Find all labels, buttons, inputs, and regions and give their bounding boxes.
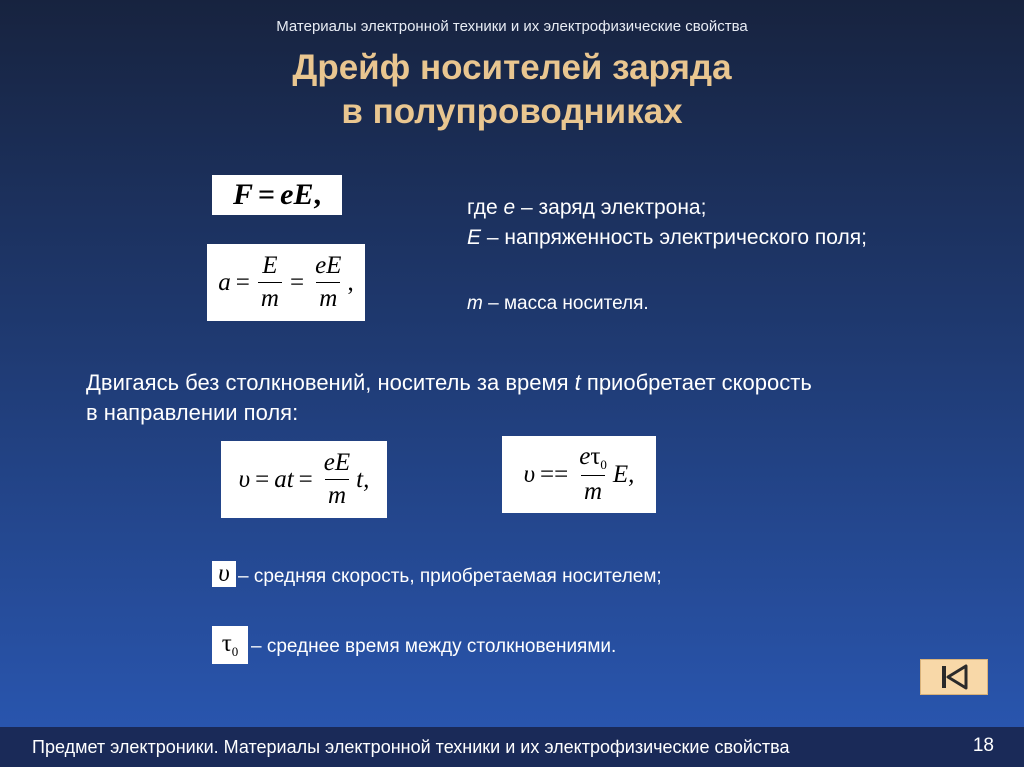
paragraph-part-2: приобретает скорость: [580, 370, 812, 395]
tau-char: τ: [221, 630, 232, 657]
vel2-frac: [576, 443, 610, 506]
velocity-formula-2: [502, 436, 656, 513]
legend-line-2: [467, 223, 867, 253]
paragraph-part-1: Двигаясь без столкновений, носитель за время: [86, 370, 575, 395]
vel1-mid: at: [274, 465, 294, 493]
motion-paragraph: [86, 368, 812, 428]
legend-m-desc: – масса носителя.: [482, 293, 649, 314]
legend-line-3: [467, 289, 649, 319]
tau-symbol: [222, 630, 239, 660]
vel2-eq: ==: [540, 460, 569, 488]
vel1-frac-den: m: [325, 479, 349, 510]
accel-eq2: =: [289, 268, 305, 296]
legend-E-desc: – напряженность электрического поля;: [481, 226, 867, 249]
tau-definition: – среднее время между столкновениями.: [251, 636, 617, 657]
vel2-lhs: υ: [523, 460, 536, 488]
course-subtitle: Материалы электронной техники и их электрофизические свойства: [276, 18, 748, 35]
legend-sym-m: m: [467, 293, 483, 314]
accel-lhs: a: [218, 268, 231, 296]
slide-title: [0, 46, 1024, 134]
force-lhs: F: [233, 178, 254, 211]
first-slide-button[interactable]: [920, 659, 988, 695]
accel-tail: ,: [347, 268, 354, 296]
accel-frac-1: [258, 252, 282, 313]
v-symbol: υ: [218, 560, 230, 587]
accel-frac2-num: eE: [315, 252, 342, 279]
velocity-formula-1: [221, 441, 387, 518]
vel1-lhs: υ: [238, 465, 251, 493]
paragraph-line-2: в направлении поля:: [86, 400, 299, 425]
force-rhs: eE: [280, 178, 314, 211]
accel-frac1-den: m: [258, 282, 282, 313]
vel1-eq2: =: [298, 465, 313, 493]
paragraph-sym-t: t: [574, 370, 581, 395]
title-line-1: Дрейф носителей заряда: [292, 48, 732, 87]
vel1-frac: [321, 449, 353, 510]
force-formula: [212, 175, 342, 215]
skip-to-start-icon: [939, 664, 969, 690]
accel-frac2-den: m: [316, 282, 340, 313]
vel1-frac-num: eE: [323, 449, 351, 476]
tau-sub: 0: [231, 644, 239, 659]
legend-line-1: [467, 193, 706, 223]
vel2-tail: E,: [612, 460, 635, 488]
accel-frac1-num: E: [262, 252, 278, 279]
tau-symbol-box: [212, 626, 248, 664]
page-number: 18: [972, 735, 994, 756]
acceleration-formula: [207, 244, 365, 321]
vel1-tail: t,: [356, 465, 370, 493]
v-symbol-box: [212, 561, 236, 587]
footer-bar: [0, 727, 1024, 767]
legend-e-desc: – заряд электрона;: [515, 196, 707, 219]
force-tail: ,: [313, 178, 321, 211]
title-line-2: в полупроводниках: [341, 92, 683, 131]
vel2-frac-num: [576, 443, 610, 475]
vel2-num-tau: τ: [590, 443, 601, 470]
vel1-eq: =: [255, 465, 270, 493]
vel2-frac-den: m: [581, 475, 605, 506]
legend-sym-E: E: [467, 226, 482, 249]
legend-sym-e: e: [503, 196, 516, 219]
accel-eq: =: [235, 268, 250, 296]
v-definition: – средняя скорость, приобретаемая носителем;: [238, 566, 662, 587]
accel-frac-2: [312, 252, 344, 313]
paragraph-line-1: [86, 368, 812, 398]
legend-where: где: [467, 196, 504, 219]
vel2-num-sub: 0: [600, 457, 607, 472]
footer-text: Предмет электроники. Материалы электронной техники и их электрофизические свойства: [32, 737, 790, 757]
force-eq: =: [258, 178, 276, 211]
vel2-num-e: e: [579, 443, 591, 470]
